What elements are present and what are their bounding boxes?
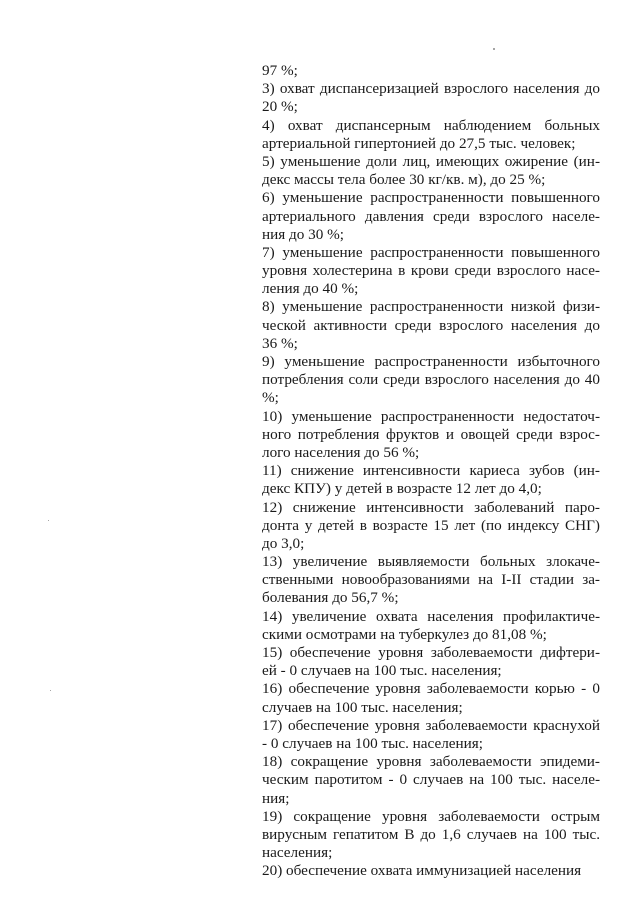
text-line: ей - 0 случаев на 100 тыс. населения;	[262, 662, 502, 680]
scan-speck	[493, 48, 495, 50]
text-line: артериальной гипертонией до 27,5 тыс. человек;	[262, 134, 576, 152]
text-line: 3) охват диспансеризацией взрослого населения до	[262, 80, 600, 98]
text-line: донта у детей в возрасте 15 лет (по индексу СНГ)	[262, 516, 600, 534]
text-line: 16) обеспечение уровня заболеваемости корью - 0	[262, 680, 600, 698]
document-text-column	[262, 62, 600, 880]
list-item	[262, 753, 600, 808]
text-line: населения;	[262, 844, 333, 862]
scan-speck	[50, 690, 51, 691]
list-item	[262, 808, 600, 863]
list-item	[262, 189, 600, 244]
text-line: уровня холестерина в крови среди взрослого насе-	[262, 262, 600, 280]
text-line: лого населения до 56 %;	[262, 443, 420, 461]
list-item	[262, 244, 600, 299]
text-line: до 3,0;	[262, 534, 305, 552]
text-line: 4) охват диспансерным наблюдением больных	[262, 116, 600, 134]
text-line: потребления соли среди взрослого населения до 40	[262, 371, 600, 389]
list-item	[262, 298, 600, 353]
text-line: скими осмотрами на туберкулез до 81,08 %;	[262, 625, 547, 643]
text-line: 8) уменьшение распространенности низкой физи-	[262, 298, 600, 316]
list-item	[262, 608, 600, 644]
text-line: 97 %;	[262, 62, 298, 79]
text-line: 18) сокращение уровня заболеваемости эпидеми-	[262, 753, 600, 771]
text-line: ческой активности среди взрослого населения до	[262, 316, 600, 334]
text-line: декс массы тела более 30 кг/кв. м), до 25 %;	[262, 171, 546, 189]
text-line: 15) обеспечение уровня заболеваемости дифтери-	[262, 644, 600, 661]
text-line: - 0 случаев на 100 тыс. населения;	[262, 734, 483, 752]
list-item	[262, 117, 600, 153]
list-item	[262, 408, 600, 463]
text-line: 36 %;	[262, 334, 298, 352]
text-line: 7) уменьшение распространенности повышенного	[262, 243, 600, 261]
text-line: 10) уменьшение распространенности недостаточ-	[262, 407, 600, 425]
list-item	[262, 80, 600, 116]
list-item	[262, 62, 600, 80]
list-item	[262, 353, 600, 408]
text-line: 20 %;	[262, 98, 298, 116]
text-line: случаев на 100 тыс. населения;	[262, 698, 463, 716]
text-line: 19) сокращение уровня заболеваемости острым	[262, 807, 600, 825]
text-line: 11) снижение интенсивности кариеса зубов (ин-	[262, 462, 600, 480]
list-item	[262, 153, 600, 189]
text-line: вирусным гепатитом В до 1,6 случаев на 100 тыс.	[262, 825, 600, 843]
list-item	[262, 644, 600, 680]
text-line: 14) увеличение охвата населения профилактиче-	[262, 607, 600, 625]
text-line: 12) снижение интенсивности заболеваний паро-	[262, 498, 600, 516]
text-line: %;	[262, 389, 279, 407]
text-line: ческим паротитом - 0 случаев на 100 тыс. населе-	[262, 771, 600, 789]
text-line: 17) обеспечение уровня заболеваемости краснухой	[262, 716, 600, 734]
text-line: 6) уменьшение распространенности повышенного	[262, 189, 600, 207]
text-line: ния;	[262, 789, 290, 807]
text-line: ния до 30 %;	[262, 225, 345, 243]
text-line: 13) увеличение выявляемости больных злокаче-	[262, 553, 600, 571]
list-item	[262, 680, 600, 716]
list-item	[262, 553, 600, 608]
list-item	[262, 717, 600, 753]
list-item	[262, 862, 600, 880]
text-line: болевания до 56,7 %;	[262, 589, 399, 607]
text-line: 20) обеспечение охвата иммунизацией населения	[262, 862, 582, 880]
list-item	[262, 462, 600, 498]
text-line: ления до 40 %;	[262, 280, 359, 298]
text-line: 9) уменьшение распространенности избыточного	[262, 353, 600, 370]
list-item	[262, 499, 600, 554]
scan-speck	[48, 520, 49, 521]
text-line: артериального давления среди взрослого населе-	[262, 207, 600, 225]
text-line: декс КПУ) у детей в возрасте 12 лет до 4,0;	[262, 480, 542, 498]
text-line: 5) уменьшение доли лиц, имеющих ожирение (ин-	[262, 152, 600, 170]
text-line: ного потребления фруктов и овощей среди взрос-	[262, 425, 600, 443]
text-line: ственными новообразованиями на I-II стадии за-	[262, 571, 600, 589]
